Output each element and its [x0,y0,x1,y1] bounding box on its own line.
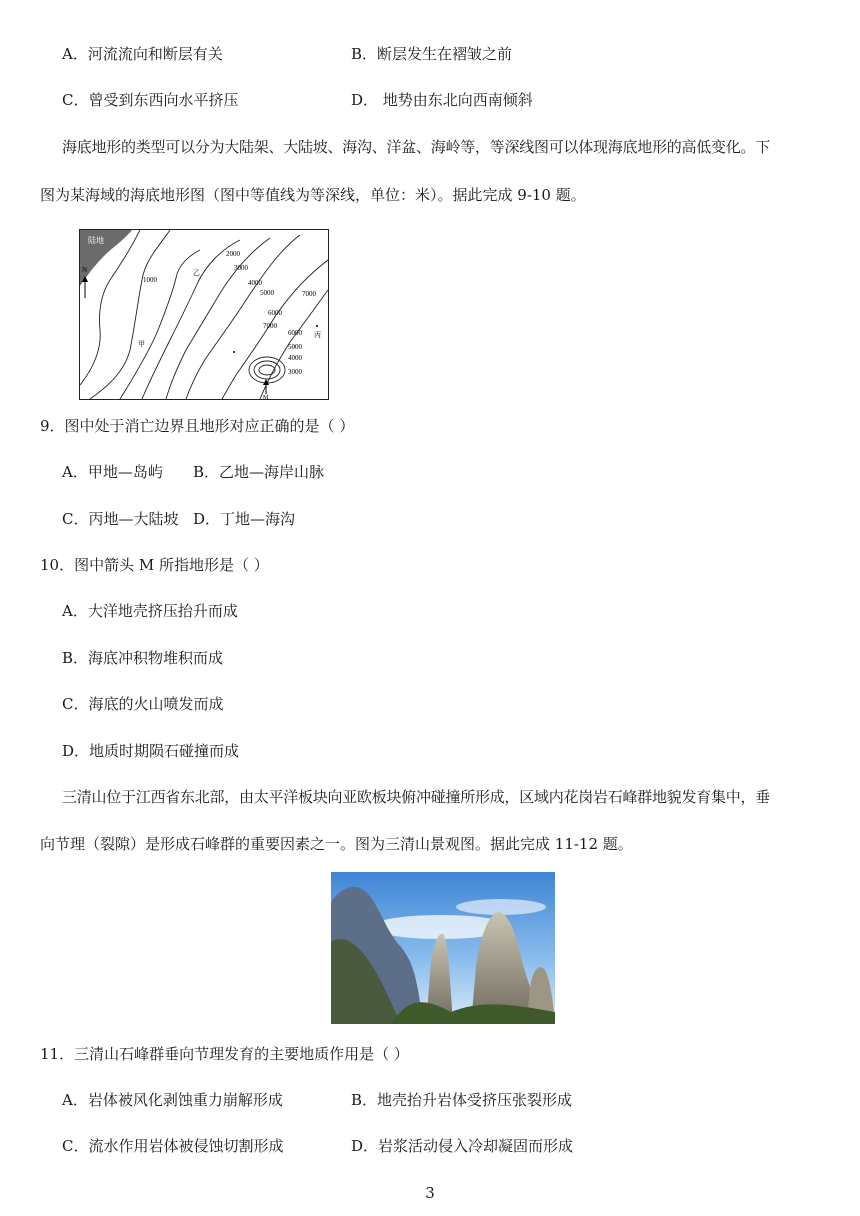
depth-label-7000-a: 7000 [302,290,316,298]
north-label: N [82,266,88,274]
page-number: 3 [425,1184,435,1202]
q9-option-c: C．丙地—大陆坡 [62,510,179,528]
q8-option-b: B．断层发生在褶皱之前 [351,45,513,63]
sanqing-mountain-photo [331,872,555,1024]
depth-label-3000: 3000 [234,264,248,272]
q10-option-b: B．海底冲积物堆积而成 [62,649,224,667]
point-label-m: M [263,395,269,399]
q9-option-a: A．甲地—岛屿 [62,463,163,481]
q11-stem: 11．三清山石峰群垂向节理发育的主要地质作用是（ ） [40,1045,409,1063]
q8-option-c: C．曾受到东西向水平挤压 [62,91,239,109]
passage2-line2: 向节理（裂隙）是形成石峰群的重要因素之一。图为三清山景观图。据此完成 11-12 题。 [40,835,633,853]
passage2-line1: 三清山位于江西省东北部，由太平洋板块向亚欧板块俯冲碰撞所形成，区域内花岗岩石峰群地貌发育集中，垂 [62,788,771,806]
q10-option-c: C．海底的火山喷发而成 [62,695,224,713]
q10-stem: 10．图中箭头 M 所指地形是（ ） [40,556,269,574]
point-label-jia: 甲 [138,340,145,348]
passage1-line2: 图为某海域的海底地形图（图中等值线为等深线，单位：米）。据此完成 9-10 题。 [40,186,586,204]
depth-label-7000-b: 7000 [263,322,277,330]
depth-label-3000-b: 3000 [288,368,302,376]
depth-label-4000: 4000 [248,279,262,287]
q10-option-d: D．地质时期陨石碰撞而成 [62,742,240,760]
depth-label-5000: 5000 [260,289,274,297]
depth-label-6000: 6000 [268,309,282,317]
point-bing-dot [316,325,318,327]
point-ding-dot [233,351,235,353]
point-label-bing: 丙 [314,331,321,339]
q9-option-b: B．乙地—海岸山脉 [193,463,325,481]
passage1-line1: 海底地形的类型可以分为大陆架、大陆坡、海沟、洋盆、海岭等，等深线图可以体现海底地形的高低变化。下 [62,138,771,156]
depth-label-1000: 1000 [143,276,157,284]
q11-option-d: D．岩浆活动侵入冷却凝固而形成 [351,1137,574,1155]
point-label-yi: 乙 [193,269,200,277]
q10-option-a: A．大洋地壳挤压抬升而成 [62,602,238,620]
q11-option-a: A．岩体被风化剥蚀重力崩解形成 [62,1091,283,1109]
depth-label-5000-b: 5000 [288,343,302,351]
q8-option-a: A．河流流向和断层有关 [62,45,223,63]
depth-label-2000: 2000 [226,250,240,258]
seabed-contour-map [79,229,329,400]
q8-option-d: D． 地势由东北向西南倾斜 [351,91,533,109]
q11-option-b: B．地壳抬升岩体受挤压张裂形成 [351,1091,573,1109]
q9-option-d: D．丁地—海沟 [193,510,296,528]
q9-stem: 9．图中处于消亡边界且地形对应正确的是（ ） [40,417,355,435]
land-label: 陆地 [88,236,104,245]
q11-option-c: C．流水作用岩体被侵蚀切割形成 [62,1137,284,1155]
depth-label-4000-b: 4000 [288,354,302,362]
depth-label-6000-b: 6000 [288,329,302,337]
